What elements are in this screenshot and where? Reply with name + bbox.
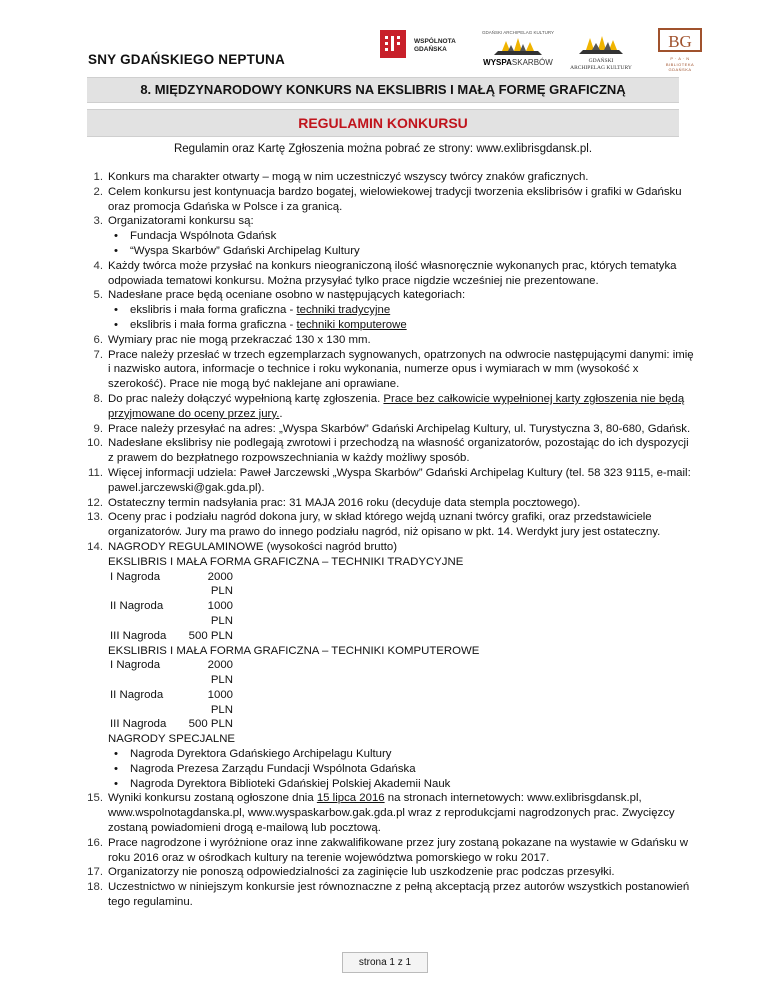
event-title: SNY GDAŃSKIEGO NEPTUNA: [88, 52, 285, 67]
list-item: 9. Prace należy przesyłać na adres: „Wyspa Skarbów” Gdański Archipelag Kultury, ul. Turystyczna 3, 80-680, Gdańsk.: [93, 422, 691, 435]
list-item: 14. NAGRODY REGULAMINOWE (wysokości nagród brutto): [87, 540, 398, 553]
list-item: 18. Uczestnictwo w niniejszym konkursie jest równoznaczne z pełną akceptacją przez autorów wszystkich postanowień tego regulaminu.: [87, 881, 690, 909]
partner-logos: [380, 28, 710, 73]
bullet-item: • Fundacja Wspólnota Gdańsk: [74, 229, 694, 244]
list-item: 8. Do prac należy dołączyć wypełnioną kartę zgłoszenia. Prace bez całkowicie wypełnionej karty zgłoszenia nie będą przyjmowane do oceny przez jury..: [93, 392, 685, 420]
prize-row: I Nagroda 2000 PLN: [110, 570, 233, 598]
list-item: 2. Celem konkursu jest kontynuacja bardzo bogatej, wielowiekowej tradycji tworzenia ekslibrisów i grafiki w Gdańsku oraz promocja Gdańska w Polsce i za granicą.: [93, 185, 682, 213]
list-item: 13. Oceny prac i podziału nagród dokona jury, w skład którego wejdą uznani twórcy grafiki, oraz przedstawiciele organizatorów. Jury ma prawo do innego podziału nagród, niż opisano w pkt. 14. Werdykt jury jest ostateczny.: [87, 511, 661, 539]
regulations-list: [74, 170, 694, 910]
list-item: 15. Wyniki konkursu zostaną ogłoszone dnia 15 lipca 2016 na stronach internetowych: www.exlibrisgdansk.pl, www.wspolnotagdanska.pl, www.wyspaskarbow.gak.gda.pl wraz z reprodukcjami nagrodzonych prac. Zwycięzcy zostaną powiadomieni drogą e-mailową lub pocztową.: [87, 792, 675, 835]
bullet-item: • “Wyspa Skarbów” Gdański Archipelag Kultury: [74, 244, 694, 259]
prize-category: EKSLIBRIS I MAŁA FORMA GRAFICZNA – TECHNIKI TRADYCYJNE: [108, 555, 464, 568]
list-item: 16. Prace nagrodzone i wyróżnione oraz inne zakwalifikowane przez jury zostaną pokazane na wystawie w Gdańsku w roku 2016 oraz w ośrodkach kultury na terenie województwa pomorskiego w roku 2017.: [87, 836, 688, 864]
wyspa-skarbow-logo: GDAŃSKI ARCHIPELAG KULTURY WYSPASKARBÓW: [481, 30, 555, 67]
list-item: 3. Organizatorami konkursu są:: [93, 215, 254, 228]
prize-row: I Nagroda 2000 PLN: [110, 659, 233, 687]
list-item: 17. Organizatorzy nie ponoszą odpowiedzialności za zaginięcie lub uszkodzenie prac podczas przesyłki.: [87, 866, 615, 879]
prize-row: II Nagroda 1000 PLN: [110, 600, 233, 627]
intro-text: Regulamin oraz Kartę Zgłoszenia można pobrać ze strony: www.exlibrisgdansk.pl.: [173, 143, 593, 155]
prize-row: III Nagroda 500 PLN: [110, 718, 233, 731]
list-item: 4. Każdy twórca może przysłać na konkurs nieograniczoną ilość własnoręcznie wykonanych prac, których tematyka odpowiada tematowi konkursu. Można przysyłać tylko prace nigdzie wcześniej nie prezentowane.: [93, 259, 677, 287]
bullet-item: • Nagroda Dyrektora Biblioteki Gdańskiej Polskiej Akademii Nauk: [74, 777, 694, 792]
prize-row: II Nagroda 1000 PLN: [110, 688, 233, 716]
bullet-item: • Nagroda Dyrektora Gdańskiego Archipelagu Kultury: [74, 747, 694, 762]
wspolnota-logo-text: WSPÓLNOTA GDAŃSKA: [414, 38, 456, 53]
bullet-item: • ekslibris i mała forma graficzna - techniki tradycyjne: [74, 303, 694, 318]
contest-title: 8. MIĘDZYNARODOWY KONKURS NA EKSLIBRIS I MAŁĄ FORMĘ GRAFICZNĄ: [87, 77, 679, 103]
prize-category: EKSLIBRIS I MAŁA FORMA GRAFICZNA – TECHNIKI KOMPUTEROWE: [108, 644, 480, 657]
list-item: 6. Wymiary prac nie mogą przekraczać 130 x 130 mm.: [93, 333, 371, 346]
special-prizes-heading: NAGRODY SPECJALNE: [108, 733, 236, 746]
list-item: 1. Konkurs ma charakter otwarty – mogą w nim uczestniczyć wszyscy twórcy znaków graficznych.: [93, 171, 589, 183]
list-item: 11. Więcej informacji udziela: Paweł Jarczewski „Wyspa Skarbów” Gdański Archipelag Kultury (tel. 58 323 9115, e-mail: pawel.jarczewski@gak.gda.pl).: [88, 466, 691, 494]
list-item: 7. Prace należy przesłać w trzech egzemplarzach sygnowanych, opatrzonych na odwrocie następującymi danymi: imię i nazwisko autora, informacje o technice i roku wykonania, numerze opus i wymiarach w mm (wysokość x szerokość). Prace nie mogą być naklejane ani oprawiane.: [93, 348, 694, 391]
list-item: 10. Nadesłane ekslibrisy nie podlegają zwrotowi i przechodzą na własność organizatorów, pozostając do ich dyspozycji z prawem do bezpłatnego rozpowszechniania w każdy możliwy sposób.: [87, 437, 689, 465]
list-item: 12. Ostateczny termin nadsyłania prac: 31 MAJA 2016 roku (decyduje data stempla pocztowego).: [87, 496, 581, 509]
prize-row: III Nagroda 500 PLN: [110, 629, 233, 642]
bullet-item: • ekslibris i mała forma graficzna - techniki komputerowe: [74, 318, 694, 333]
bullet-item: • Nagroda Prezesa Zarządu Fundacji Wspólnota Gdańska: [74, 762, 694, 777]
wspolnota-logo-mark: [380, 30, 406, 58]
page-footer: strona 1 z 1: [342, 952, 428, 973]
list-item: 5. Nadesłane prace będą oceniane osobno w następujących kategoriach:: [93, 289, 466, 302]
biblioteka-gdanska-logo: BG P · A · N BIBLIOTEKA GDAŃSKA: [654, 28, 706, 70]
gak-logo: GDAŃSKI ARCHIPELAG KULTURY: [568, 28, 634, 72]
regulations-title: REGULAMIN KONKURSU: [87, 109, 679, 137]
